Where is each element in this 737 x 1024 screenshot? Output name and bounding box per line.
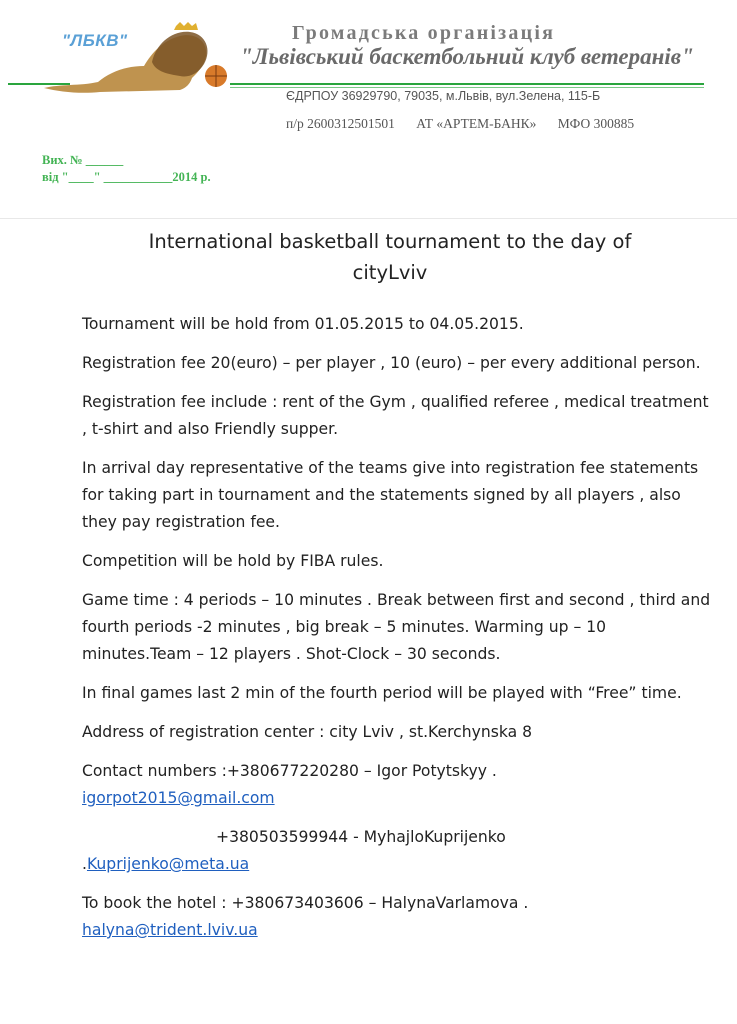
paragraph-game-time: Game time : 4 periods – 10 minutes . Break between first and second , third and fourth periods -2 minutes , big break – 5 minutes. Warming up – 10 minutes.Team – 12 players . Shot-Clock – 30 seconds.	[82, 591, 711, 663]
outgoing-number: Вих. № ______	[42, 153, 124, 167]
paragraph-address: Address of registration center : city Lviv , st.Kerchynska 8	[82, 723, 533, 741]
divider	[8, 83, 70, 85]
document-body	[82, 311, 712, 956]
paragraph-rules: Competition will be hold by FIBA rules.	[82, 552, 384, 570]
header-separator	[0, 218, 737, 219]
letterhead	[0, 0, 737, 220]
organization-type: Громадська організація	[292, 22, 556, 44]
hotel-contact	[82, 890, 712, 944]
bank-name: АТ «АРТЕМ-БАНК»	[416, 116, 537, 131]
paragraph-final: In final games last 2 min of the fourth period will be played with “Free” time.	[82, 684, 682, 702]
contact-2	[82, 824, 712, 878]
contact-1	[82, 758, 712, 812]
paragraph-fee-include: Registration fee include : rent of the Gym , qualified referee , medical treatment , t-shirt and also Friendly supper.	[82, 393, 709, 438]
registration-details: ЄДРПОУ 36929790, 79035, м.Львів, вул.Зелена, 115-Б	[286, 89, 601, 103]
contact-1-email-link[interactable]: igorpot2015@gmail.com	[82, 789, 275, 807]
title-line-1: International basketball tournament to the day of	[148, 230, 632, 253]
paragraph-fee: Registration fee 20(euro) – per player , 10 (euro) – per every additional person.	[82, 354, 701, 372]
contact-2-prefix: .	[82, 855, 87, 873]
paragraph-dates: Tournament will be hold from 01.05.2015 to 04.05.2015.	[82, 315, 524, 333]
document-title	[70, 226, 710, 288]
divider	[230, 83, 704, 85]
hotel-text: To book the hotel : +380673403606 – HalynaVarlamova .	[82, 894, 529, 912]
outgoing-date: від "____" ___________2014 р.	[42, 170, 211, 184]
contact-2-text: +380503599944 - MyhajloKuprijenko	[216, 828, 506, 846]
hotel-email-link[interactable]: halyna@trident.lviv.ua	[82, 921, 258, 939]
outgoing-number-block	[42, 152, 211, 186]
contact-1-text: Contact numbers :+380677220280 – Igor Potytskyy .	[82, 762, 497, 780]
divider	[230, 87, 704, 88]
mfo-code: МФО 300885	[557, 116, 635, 131]
bank-details	[286, 116, 652, 132]
organization-name: "Львівський баскетбольний клуб ветеранів"	[240, 44, 694, 69]
logo-text: "ЛБКВ"	[62, 31, 128, 50]
contact-2-email-link[interactable]: Kuprijenko@meta.ua	[86, 855, 250, 873]
paragraph-arrival: In arrival day representative of the teams give into registration fee statements for taking part in tournament and the statements signed by all players , also they pay registration fee.	[82, 459, 699, 531]
title-line-2: cityLviv	[352, 261, 428, 284]
account-number: п/р 2600312501501	[286, 116, 395, 131]
